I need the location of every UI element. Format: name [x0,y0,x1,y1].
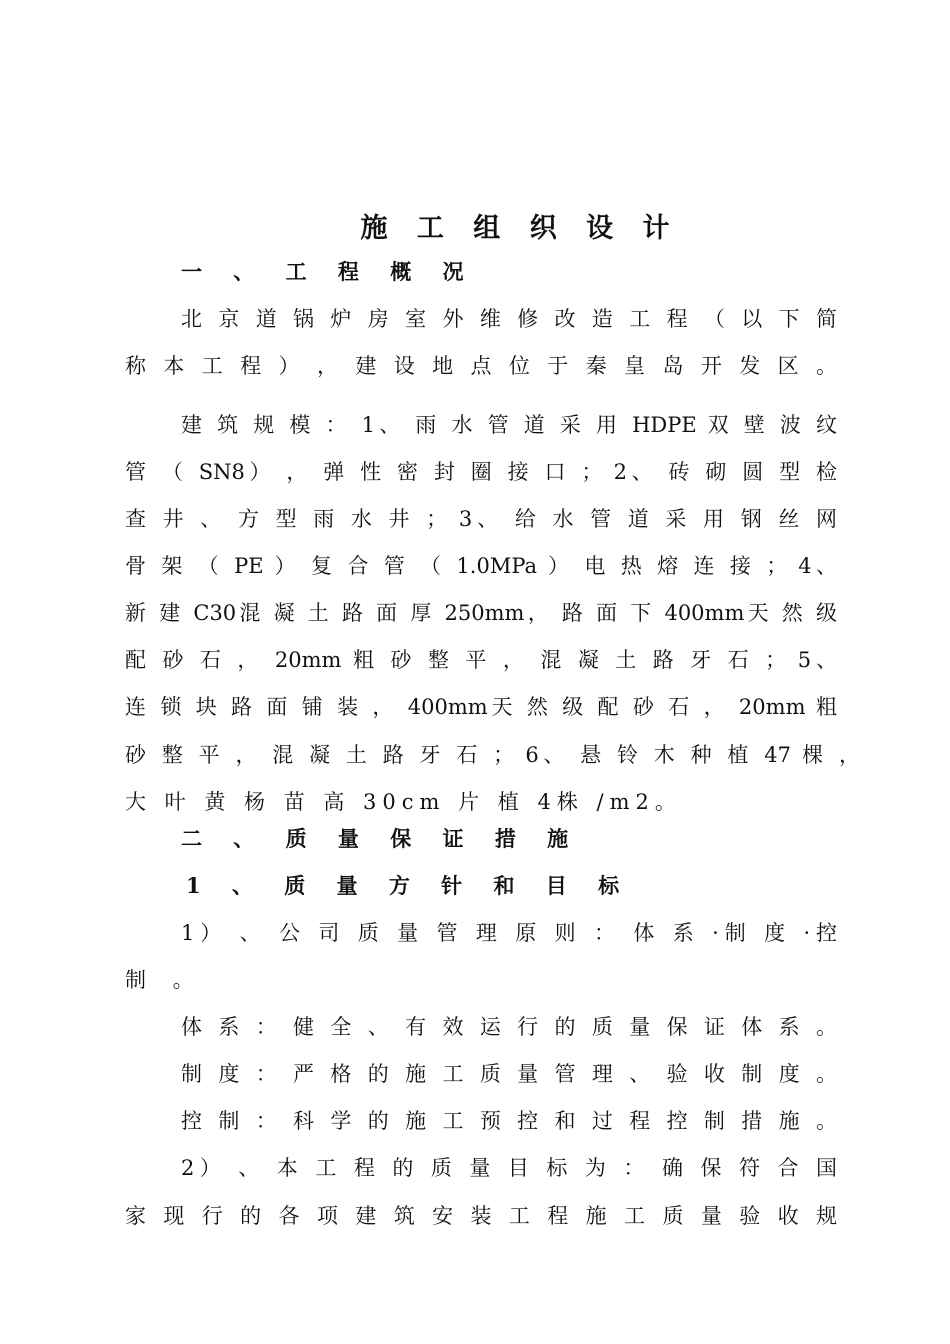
paragraph-line: 制 。 [125,968,204,992]
paragraph-line: 家 现 行 的 各 项 建 筑 安 装 工 程 施 工 质 量 验 收 规 [125,1204,837,1228]
paragraph-line: 体 系 ： 健 全 、 有 效 运 行 的 质 量 保 证 体 系 。 [181,1015,837,1039]
paragraph-line: 配 砂 石 ， 20mm 粗 砂 整 平 ， 混 凝 土 路 牙 石 ； 5、 [125,648,837,672]
paragraph-line: 管 （ SN8） ， 弹 性 密 封 圈 接 口 ； 2、 砖 砌 圆 型 检 [125,460,837,484]
paragraph-line: 建 筑 规 模 ： 1、 雨 水 管 道 采 用 HDPE 双 壁 波 纹 [181,413,837,437]
paragraph-line: 查 井 、 方 型 雨 水 井 ； 3、 给 水 管 道 采 用 钢 丝 网 [125,507,837,531]
paragraph-line: 大 叶 黄 杨 苗 高 30cm 片 植 4株 /m2。 [125,790,682,814]
paragraph-line: 称 本 工 程 ） ， 建 设 地 点 位 于 秦 皇 岛 开 发 区 。 [125,354,837,378]
paragraph-line: 新 建 C30混 凝 土 路 面 厚 250mm， 路 面 下 400mm天 然 级 [125,601,837,625]
document-title: 施 工 组 织 设 计 [360,213,680,244]
section-heading-overview: 一 、 工 程 概 况 [181,259,476,284]
subsection-heading-policy: 1 、 质 量 方 针 和 目 标 [186,873,632,898]
paragraph-line: 骨 架 （ PE ） 复 合 管 （ 1.0MPa ） 电 热 熔 连 接 ； 4、 [125,554,837,578]
paragraph-line: 1） 、 公 司 质 量 管 理 原 则 ： 体 系 ·制 度 ·控 [181,921,837,945]
paragraph-line: 控 制 ： 科 学 的 施 工 预 控 和 过 程 控 制 措 施 。 [181,1109,837,1133]
paragraph-line: 北 京 道 锅 炉 房 室 外 维 修 改 造 工 程 （ 以 下 简 [181,307,837,331]
paragraph-line: 砂 整 平 ， 混 凝 土 路 牙 石 ； 6、 悬 铃 木 种 植 47 棵 ， [125,743,860,767]
section-heading-quality: 二 、 质 量 保 证 措 施 [181,826,581,851]
paragraph-line: 连 锁 块 路 面 铺 装 ， 400mm天 然 级 配 砂 石 ， 20mm 粗 [125,695,837,719]
paragraph-line: 2） 、 本 工 程 的 质 量 目 标 为 ： 确 保 符 合 国 [181,1156,837,1180]
paragraph-line: 制 度 ： 严 格 的 施 工 质 量 管 理 、 验 收 制 度 。 [181,1062,837,1086]
